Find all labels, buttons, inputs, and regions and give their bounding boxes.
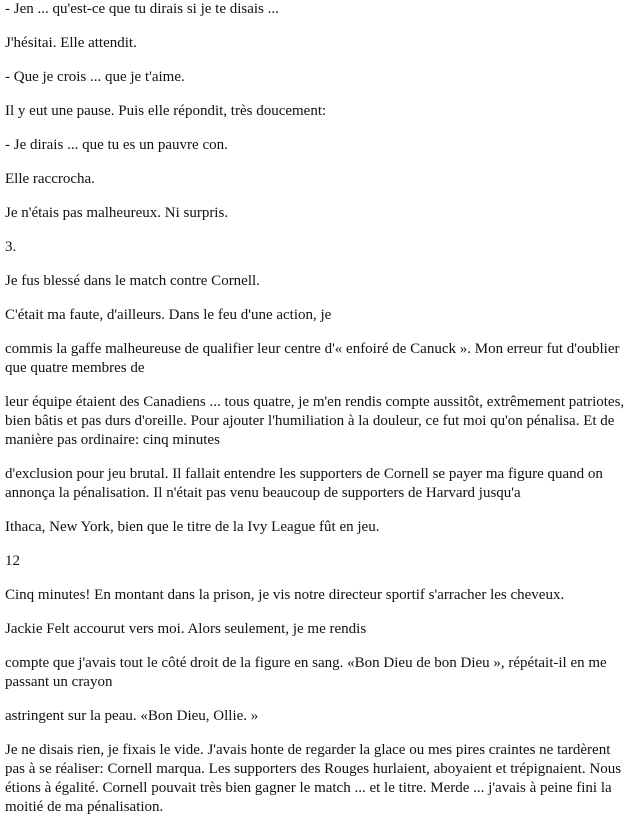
paragraph: Cinq minutes! En montant dans la prison, je vis notre directeur sportif s'arracher les cheveux. [5,587,565,603]
paragraph: J'hésitai. Elle attendit. [5,35,137,51]
paragraph: Je ne disais rien, je fixais le vide. J'avais honte de regarder la glace ou mes pires craintes ne tardèrent pas à se réaliser: Cornell marqua. Les supporters des Rouges hurlaient, aboyaient et trépignaient. Nous étions à égalité. Cornell pouvait très bien gagner le match ... et le titre. Merde ... j'avais à peine fini la moitié de ma pénalisation. [5,742,622,815]
paragraph: - Jen ... qu'est-ce que tu dirais si je te disais ... [5,1,279,17]
paragraph: C'était ma faute, d'ailleurs. Dans le feu d'une action, je [5,307,332,323]
paragraph: Jackie Felt accourut vers moi. Alors seulement, je me rendis [5,621,367,637]
paragraph: commis la gaffe malheureuse de qualifier leur centre d'« enfoiré de Canuck ». Mon erreur fut d'oublier que quatre membres de [5,341,620,376]
document-page [5,0,633,832]
paragraph: - Je dirais ... que tu es un pauvre con. [5,137,228,153]
paragraph: d'exclusion pour jeu brutal. Il fallait entendre les supporters de Cornell se payer ma figure quand on annonça la pénalisation. Il n'était pas venu beaucoup de supporters de Harvard jusqu'a [5,466,603,501]
paragraph: Elle raccrocha. [5,171,95,187]
paragraph: Ithaca, New York, bien que le titre de la Ivy League fût en jeu. [5,519,380,535]
paragraph: astringent sur la peau. «Bon Dieu, Ollie. » [5,708,259,724]
chapter-number: 3. [5,239,17,255]
paragraph: - Que je crois ... que je t'aime. [5,69,185,85]
paragraph: Je n'étais pas malheureux. Ni surpris. [5,205,229,221]
paragraph: leur équipe étaient des Canadiens ... tous quatre, je m'en rendis compte aussitôt, extrêmement patriotes, bien bâtis et pas durs d'oreille. Pour ajouter l'humiliation à la douleur, ce fut moi qu'on pénalisa. Et de manière pas ordinaire: cinq minutes [5,394,625,448]
paragraph: Il y eut une pause. Puis elle répondit, très doucement: [5,103,327,119]
paragraph: Je fus blessé dans le match contre Cornell. [5,273,260,289]
paragraph: compte que j'avais tout le côté droit de la figure en sang. «Bon Dieu de bon Dieu », répétait-il en me passant un crayon [5,655,607,690]
page-number: 12 [5,553,20,569]
